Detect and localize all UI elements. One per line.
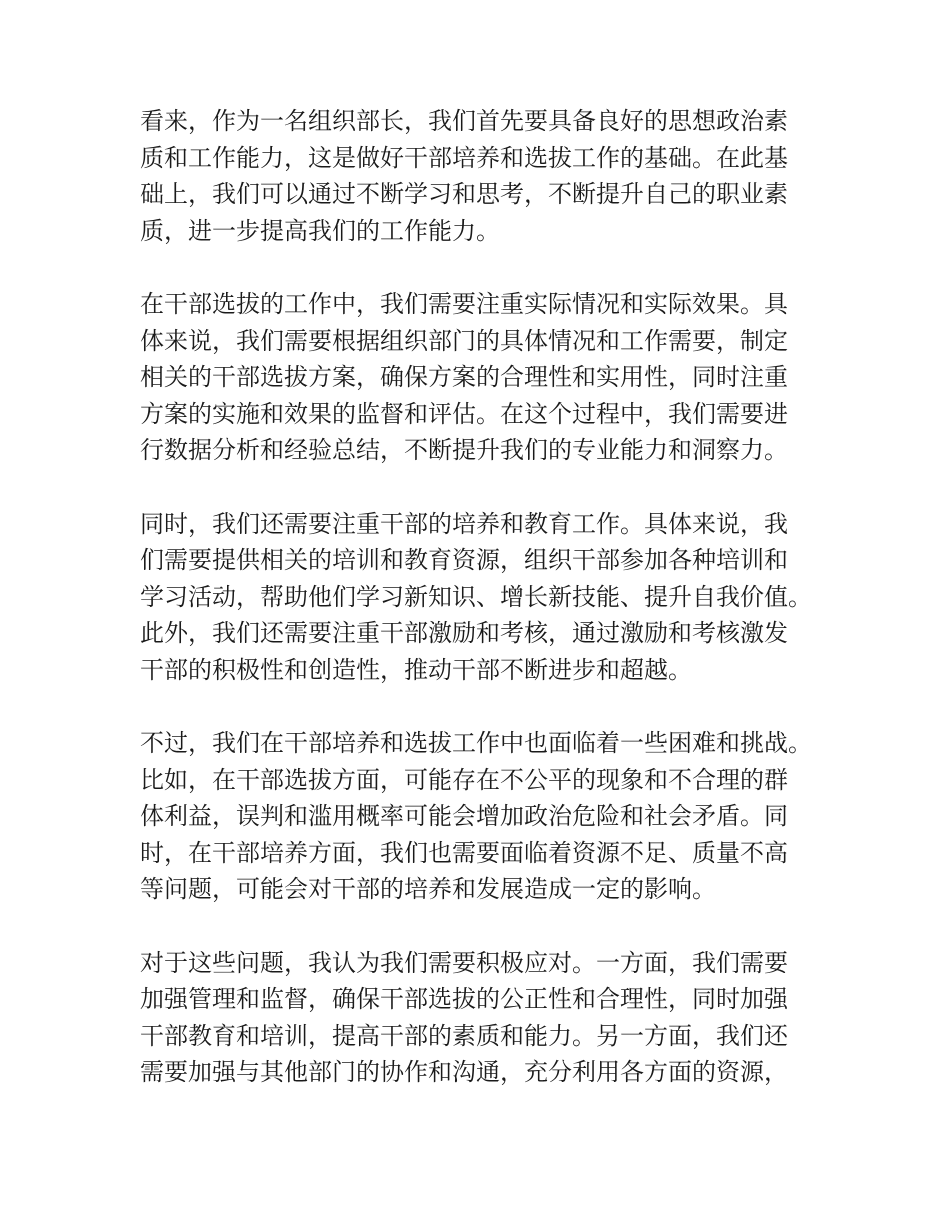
text-line: 干部的积极性和创造性，推动干部不断进步和超越。 <box>140 655 692 684</box>
text-line: 行数据分析和经验总结，不断提升我们的专业能力和洞察力。 <box>140 436 788 464</box>
text-line: 对于这些问题，我认为我们需要积极应对。一方面，我们需要 <box>140 948 788 977</box>
text-line: 看来，作为一名组织部长，我们首先要具备良好的思想政治素 <box>140 107 788 135</box>
paragraph-spacer <box>140 908 840 945</box>
paragraph-spacer <box>140 688 840 725</box>
paragraph-4 <box>140 725 840 908</box>
text-line: 质和工作能力，这是做好干部培养和选拔工作的基础。在此基 <box>140 143 788 172</box>
paragraph-2 <box>140 286 840 469</box>
paragraph-spacer <box>140 469 840 506</box>
text-line: 加强管理和监督，确保干部选拔的公正性和合理性，同时加强 <box>140 985 788 1013</box>
text-line: 此外，我们还需要注重干部激励和考核，通过激励和考核激发 <box>140 619 788 647</box>
document-body <box>140 103 840 1091</box>
text-line: 体来说，我们需要根据组织部门的具体情况和工作需要，制定 <box>140 326 788 355</box>
paragraph-5 <box>140 945 840 1091</box>
text-line: 相关的干部选拔方案，确保方案的合理性和实用性，同时注重 <box>140 363 788 391</box>
text-line: 需要加强与其他部门的协作和沟通，充分利用各方面的资源， <box>140 1058 788 1086</box>
text-line: 在干部选拔的工作中，我们需要注重实际情况和实际效果。具 <box>140 290 788 318</box>
text-line: 质，进一步提高我们的工作能力。 <box>140 216 500 245</box>
text-line: 们需要提供相关的培训和教育资源，组织干部参加各种培训和 <box>140 546 788 574</box>
text-line: 学习活动，帮助他们学习新知识、增长新技能、提升自我价值。 <box>140 582 812 611</box>
text-line: 体利益，误判和滥用概率可能会增加政治危险和社会矛盾。同 <box>140 802 788 830</box>
paragraph-1 <box>140 103 840 249</box>
text-line: 方案的实施和效果的监督和评估。在这个过程中，我们需要进 <box>140 399 788 428</box>
text-line: 时，在干部培养方面，我们也需要面临着资源不足、质量不高 <box>140 838 788 867</box>
text-line: 同时，我们还需要注重干部的培养和教育工作。具体来说，我 <box>140 509 788 538</box>
text-line: 等问题，可能会对干部的培养和发展造成一定的影响。 <box>140 875 716 903</box>
text-line: 比如，在干部选拔方面，可能存在不公平的现象和不合理的群 <box>140 765 788 794</box>
paragraph-spacer <box>140 249 840 286</box>
text-line: 干部教育和培训，提高干部的素质和能力。另一方面，我们还 <box>140 1021 788 1050</box>
text-line: 础上，我们可以通过不断学习和思考，不断提升自己的职业素 <box>140 180 788 208</box>
text-line: 不过，我们在干部培养和选拔工作中也面临着一些困难和挑战。 <box>140 729 812 757</box>
paragraph-3 <box>140 506 840 689</box>
